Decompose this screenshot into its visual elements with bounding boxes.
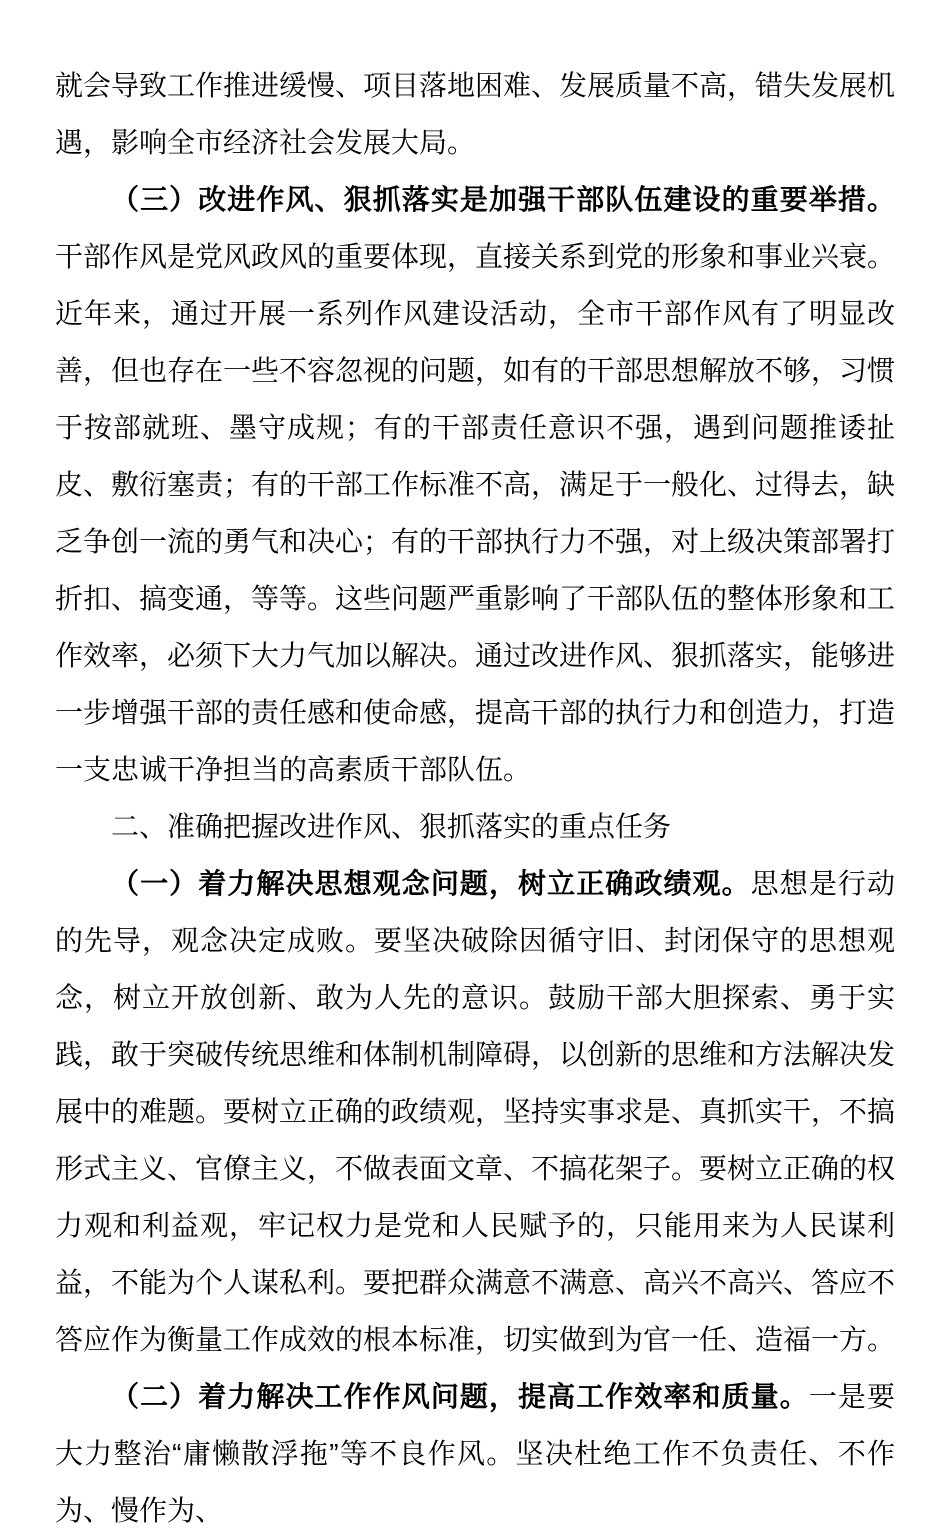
document-body [55,57,895,1539]
paragraph-text: 就会导致工作推进缓慢、项目落地困难、发展质量不高，错失发展机遇，影响全市经济社会发展大局。 [55,70,896,158]
paragraph-text: 一是要大力整治“庸懒散浮拖”等不良作风。坚决杜绝工作不负责任、不作为、慢作为、 [55,1381,895,1526]
paragraph-text: 思想是行动的先导，观念决定成败。要坚决破除因循守旧、封闭保守的思想观念，树立开放创新、敢为人先的意识。鼓励干部大胆探索、勇于实践，敢于突破传统思维和体制机制障碍，以创新的思维和方法解决发展中的难题。要树立正确的政绩观，坚持实事求是、真抓实干，不搞形式主义、官僚主义，不做表面文章、不搞花架子。要树立正确的权力观和利益观，牢记权力是党和人民赋予的，只能用来为人民谋利益，不能为个人谋私利。要把群众满意不满意、高兴不高兴、答应不答应作为衡量工作成效的根本标准，切实做到为官一任、造福一方。 [55,868,896,1355]
section-heading-text: 二、准确把握改进作风、狠抓落实的重点任务 [111,811,672,842]
paragraph-lead-heading: （三）改进作风、狠抓落实是加强干部队伍建设的重要举措。 [111,184,895,215]
section-heading-two [55,798,895,855]
paragraph-lead-heading: （一）着力解决思想观念问题，树立正确政绩观。 [111,868,751,899]
paragraph-section-1-item-3 [55,171,895,798]
paragraph-continuation [55,57,895,171]
paragraph-lead-heading: （二）着力解决工作作风问题，提高工作效率和质量。 [111,1381,809,1412]
paragraph-section-2-item-1 [55,855,895,1368]
paragraph-text: 干部作风是党风政风的重要体现，直接关系到党的形象和事业兴衰。近年来，通过开展一系列作风建设活动，全市干部作风有了明显改善，但也存在一些不容忽视的问题，如有的干部思想解放不够，习惯于按部就班、墨守成规；有的干部责任意识不强，遇到问题推诿扯皮、敷衍塞责；有的干部工作标准不高，满足于一般化、过得去，缺乏争创一流的勇气和决心；有的干部执行力不强，对上级决策部署打折扣、搞变通，等等。这些问题严重影响了干部队伍的整体形象和工作效率，必须下大力气加以解决。通过改进作风、狠抓落实，能够进一步增强干部的责任感和使命感，提高干部的执行力和创造力，打造一支忠诚干净担当的高素质干部队伍。 [55,241,896,785]
paragraph-section-2-item-2 [55,1368,895,1539]
